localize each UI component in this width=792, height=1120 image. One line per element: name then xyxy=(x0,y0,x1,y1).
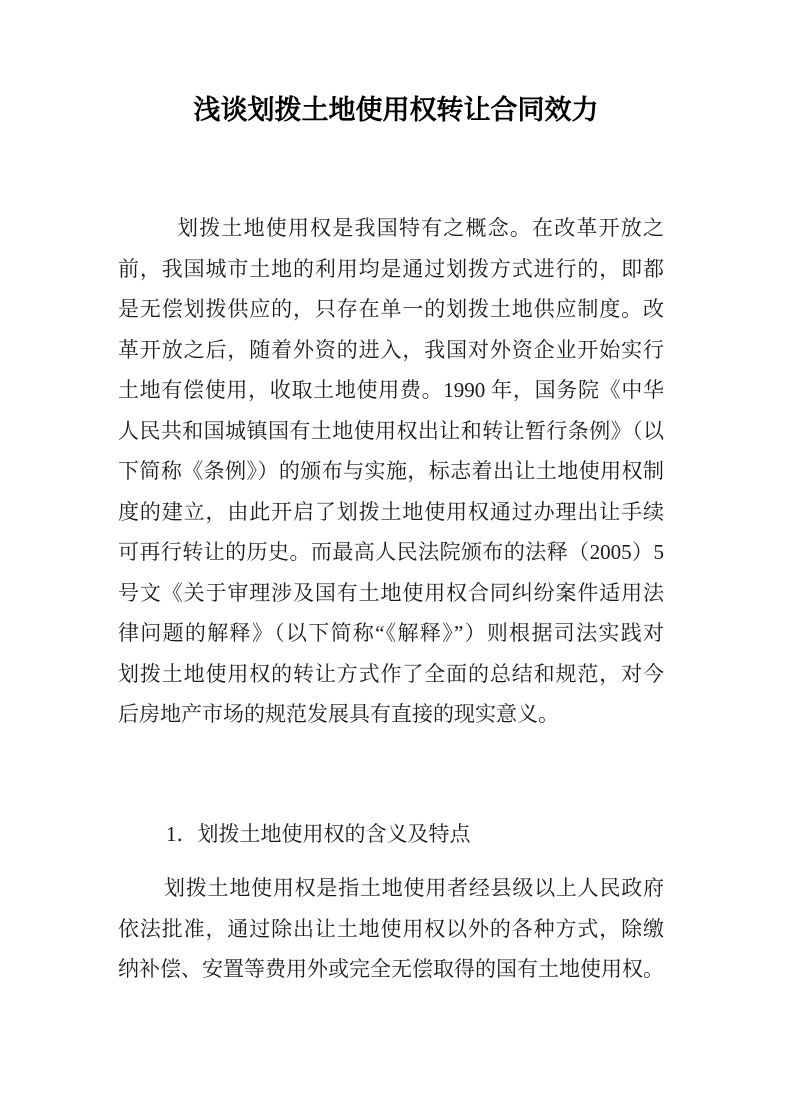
paragraph-line: 可再行转让的历史。而最高人民法院颁布的法释（2005）5 xyxy=(118,540,664,564)
paragraph-line: 律问题的解释》（以下简称“《解释》”）则根据司法实践对 xyxy=(118,621,664,645)
paragraph-line: 划拨土地使用权是指土地使用者经县级以上人民政府 xyxy=(164,876,664,900)
paragraph-line: 划拨土地使用权是我国特有之概念。在改革开放之 xyxy=(177,216,664,240)
paragraph-line: 纳补偿、安置等费用外或完全无偿取得的国有土地使用权。 xyxy=(118,957,664,981)
document-title: 浅谈划拨土地使用权转让合同效力 xyxy=(193,95,599,125)
paragraph-line: 前，我国城市土地的利用均是通过划拨方式进行的，即都 xyxy=(118,256,664,281)
paragraph-line: 下简称《条例》）的颁布与实施，标志着出让土地使用权制 xyxy=(118,459,664,483)
paragraph-line: 土地有偿使用，收取土地使用费。1990 年，国务院《中华 xyxy=(118,378,664,402)
paragraph-line: 号文《关于审理涉及国有土地使用权合同纠纷案件适用法 xyxy=(118,580,664,605)
intro-paragraph xyxy=(118,208,664,735)
section-heading: 1．划拨土地使用权的含义及特点 xyxy=(166,822,471,846)
paragraph-line: 依法批准，通过除出让土地使用权以外的各种方式，除缴 xyxy=(118,916,664,941)
paragraph-line: 人民共和国城镇国有土地使用权出让和转让暂行条例》（以 xyxy=(118,418,664,443)
paragraph-line: 度的建立，由此开启了划拨土地使用权通过办理出让手续 xyxy=(118,499,664,524)
paragraph-line: 是无偿划拨供应的，只存在单一的划拨土地供应制度。改 xyxy=(118,297,664,321)
paragraph-line: 革开放之后，随着外资的进入，我国对外资企业开始实行 xyxy=(118,337,664,362)
section1-paragraph xyxy=(118,868,664,990)
paragraph-line: 后房地产市场的规范发展具有直接的现实意义。 xyxy=(118,702,559,726)
paragraph-line: 划拨土地使用权的转让方式作了全面的总结和规范，对今 xyxy=(118,661,664,686)
